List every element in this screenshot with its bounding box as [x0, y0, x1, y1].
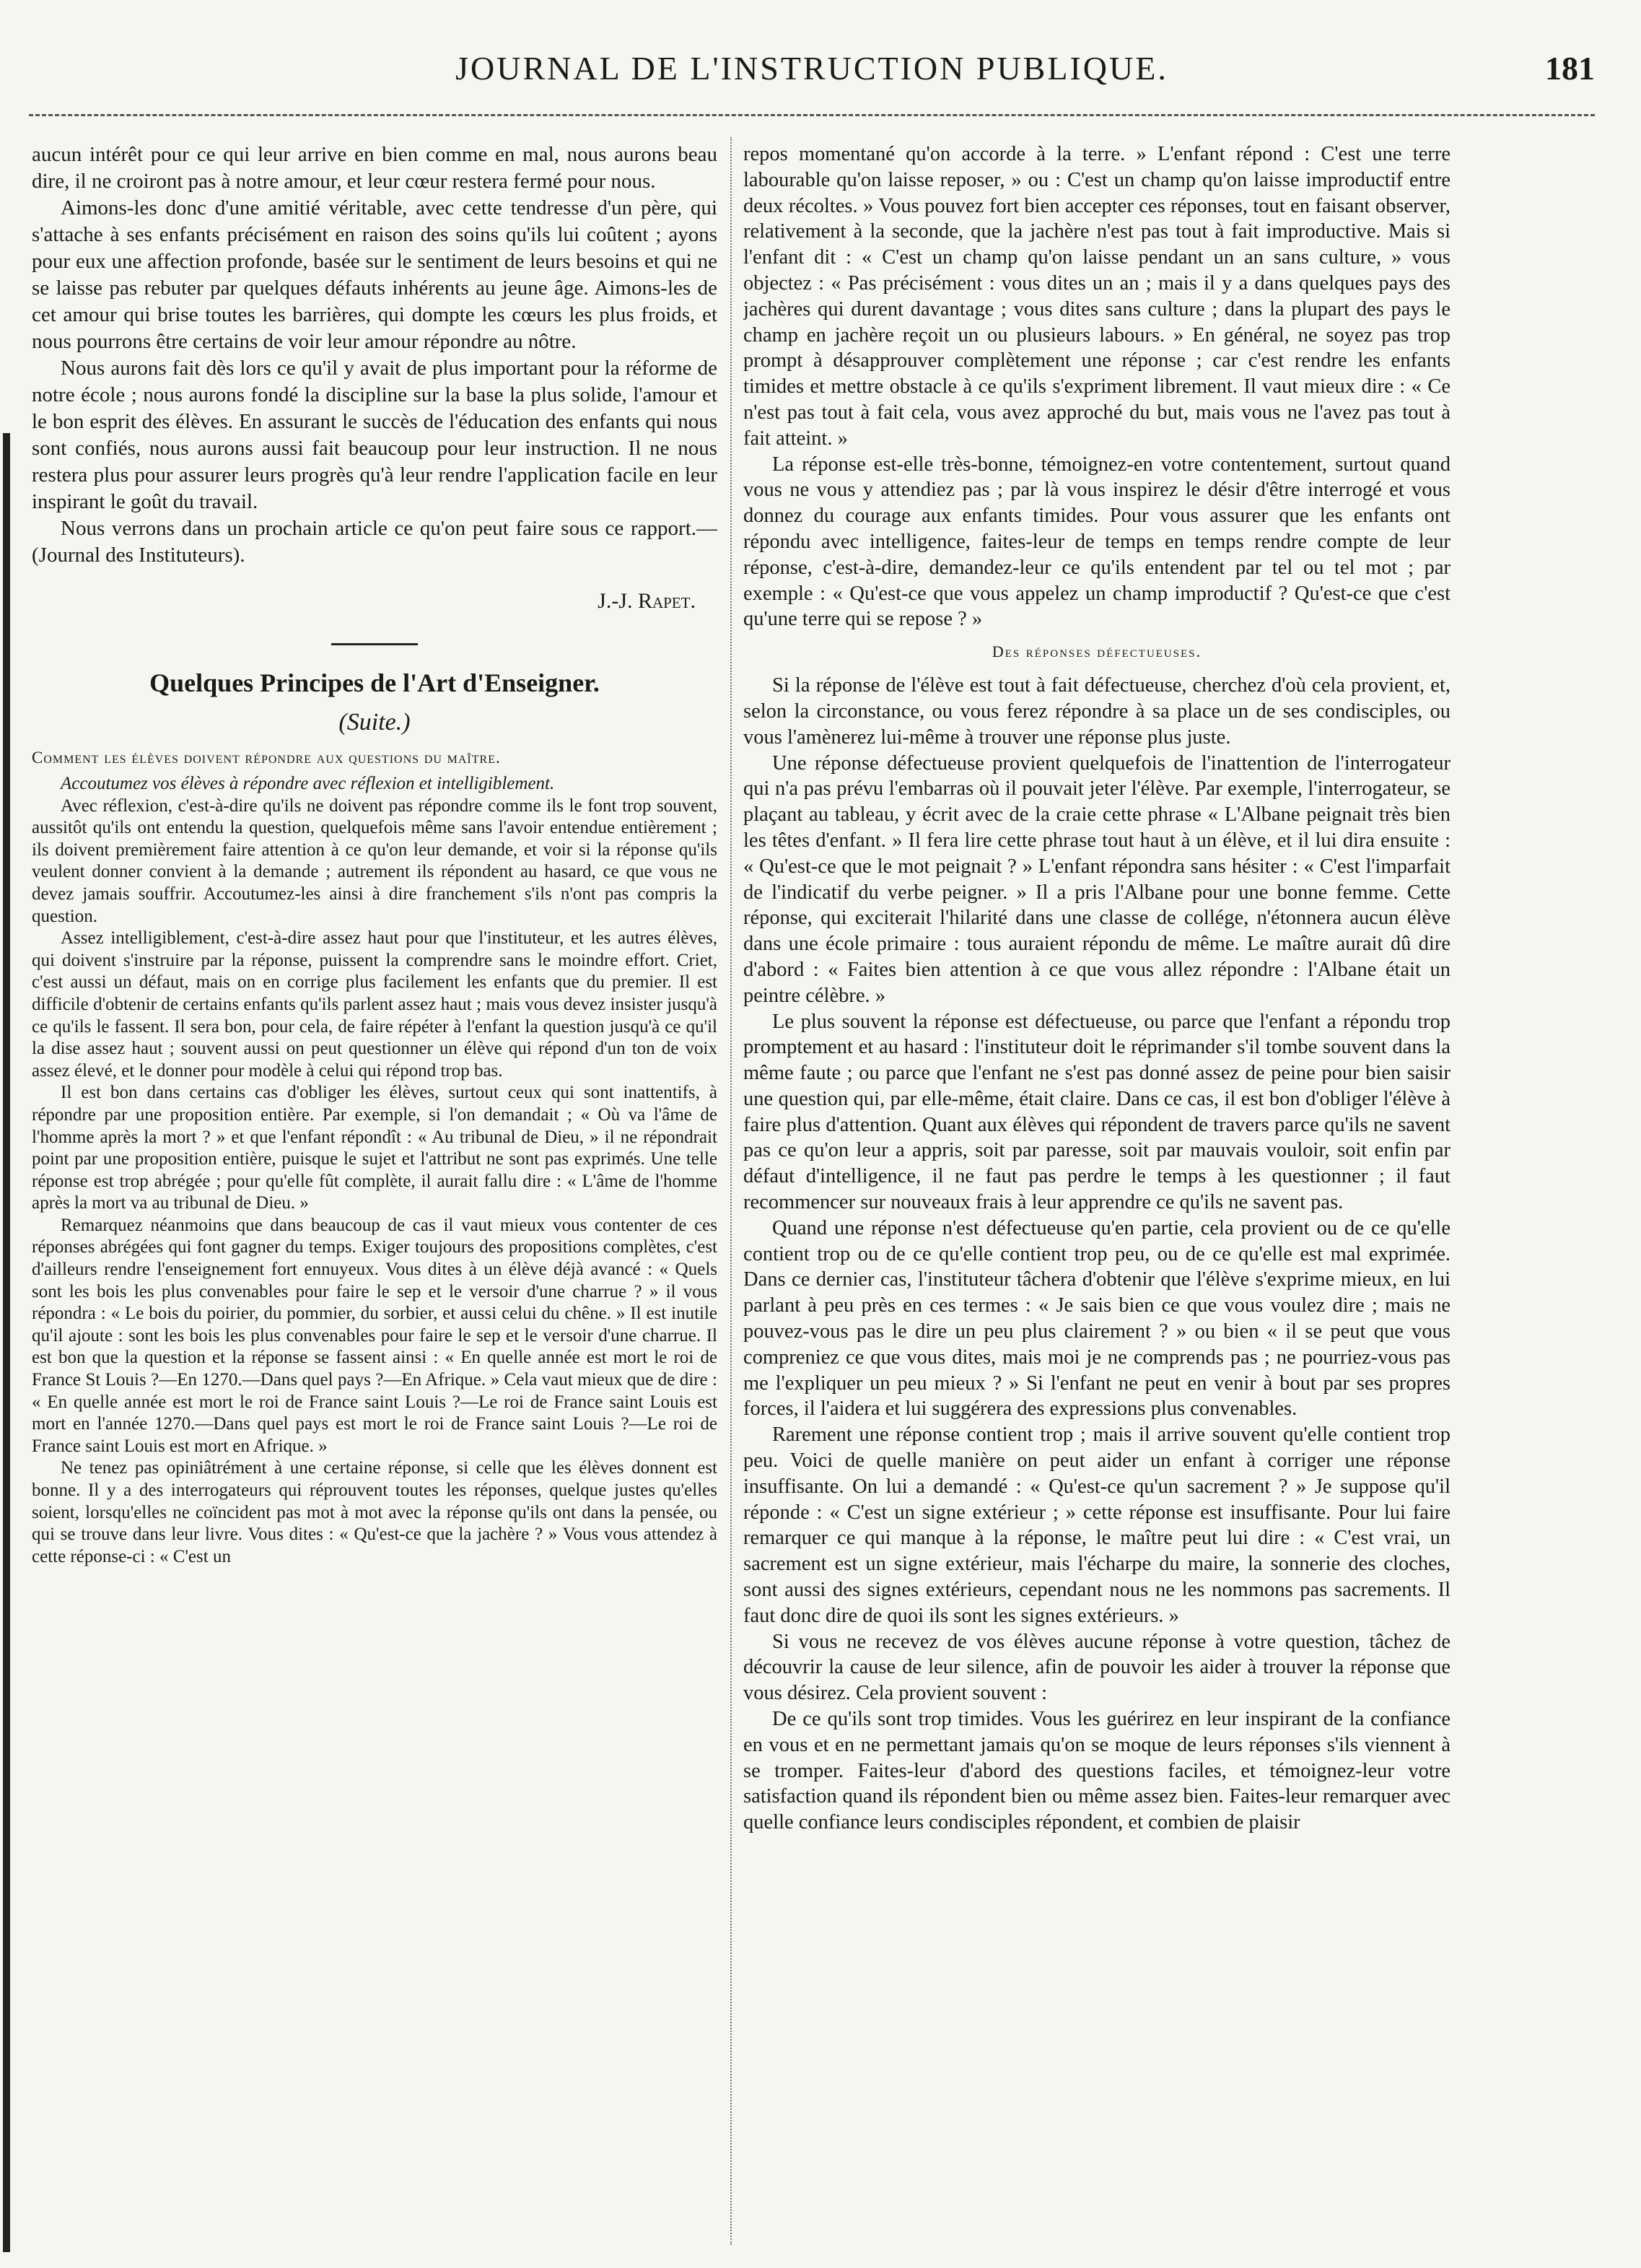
paragraph: Quand une réponse n'est défectueuse qu'en partie, cela provient ou de ce qu'elle contient trop ou de ce qu'elle contient trop peu, ou de ce qu'elle est mal exprimée. Dans ce dernier cas, l'instituteur tâchera d'obtenir que l'élève s'exprime mieux, en lui parlant à peu près en ces termes : « Je sais bien ce que vous voulez dire ; mais ne pouvez-vous pas le dire un peu plus clairement ? » ou bien « il se peut que vous compreniez ce que vous dites, mais moi je ne comprends pas ; ne pourriez-vous pas me l'expliquer un peu mieux ? » Si l'enfant ne peut en venir à bout par ses propres forces, il l'aidera et lui suggérera des expressions plus convenables. [743, 1216, 1450, 1421]
paragraph: Ne tenez pas opiniâtrément à une certaine réponse, si celle que les élèves donnent est bonne. Il y a des interrogateurs qui réprouvent toutes les réponses, quelque justes qu'elles soient, lorsqu'elles ne coïncident pas mot à mot avec la réponse qu'ils ont dans la pensée, ou qui se trouve dans leur livre. Vous dites : « Qu'est-ce que la jachère ? » Vous vous attendez à cette réponse-ci : « C'est un [32, 1458, 717, 1566]
author-signature: J.-J. Rapet. [598, 589, 696, 613]
section-divider [331, 643, 418, 645]
section-title: Quelques Principes de l'Art d'Enseigner. [149, 668, 600, 697]
left-column [32, 141, 717, 2249]
section-suite: (Suite.) [338, 709, 411, 736]
journal-title: JOURNAL DE L'INSTRUCTION PUBLIQUE. [455, 50, 1168, 87]
paragraph: Remarquez néanmoins que dans beaucoup de cas il vaut mieux vous contenter de ces réponses abrégées qui font gagner du temps. Exiger toujours des propositions complètes, c'est d'ailleurs rendre l'enseignement fort ennuyeux. Vous dites à un élève déjà avancé : « Quels sont les bois les plus convenables pour faire le sep et le versoir d'une charrue ? » il vous répondra : « Le bois du poirier, du pommier, du sorbier, et aussi celui du chêne. » Il est inutile qu'il ajoute : sont les bois les plus convenables pour faire le sep et le versoir d'une charrue. Il est bon que la question et la réponse se fassent ainsi : « En quelle année est mort le roi de France St Louis ?—En 1270.—Dans quel pays ?—En Afrique. » Cela vaut mieux que de dire : « En quelle année est mort le roi de France saint Louis ?—Le roi de France saint Louis est mort en l'année 1270.—Dans quel pays est mort le roi de France saint Louis ?—Le roi de France saint Louis est mort en Afrique. » [32, 1215, 717, 1456]
paragraph: Avec réflexion, c'est-à-dire qu'ils ne doivent pas répondre comme ils le font trop souvent, aussitôt qu'ils ont entendu la question, quelquefois même sans l'avoir entendue entièrement ; ils doivent premièrement faire attention à ce qu'on leur demande, et voir si la réponse qu'ils veulent donner convient à la demande ; autrement ils répondent au hasard, ce que vous ne devez jamais souffrir. Accoutumez-les ainsi à dire franchement s'ils n'ont pas compris la question. [32, 795, 717, 926]
paragraph: Assez intelligiblement, c'est-à-dire assez haut pour que l'instituteur, et les autres élèves, qui doivent s'instruire par la réponse, puissent la comprendre sans le moindre effort. Criet, c'est aussi un défaut, mais on en corrige plus facilement les enfants que du premier. Il est difficile d'obtenir de certains enfants qu'ils parlent assez haut ; mais vous devez insister jusqu'à ce qu'ils le fassent. Il sera bon, pour cela, de faire répéter à l'enfant la question jusqu'à ce qu'il la dise assez haut ; souvent aussi on peut questionner un élève qui répond d'un ton de voix assez élevé, et le donner pour modèle à celui qui répond trop bas. [32, 928, 717, 1081]
paragraph: Nous aurons fait dès lors ce qu'il y avait de plus important pour la réforme de notre école ; nous aurons fondé la discipline sur la base la plus solide, l'amour et le bon esprit des élèves. En assurant le succès de l'éducation des enfants qui nous sont confiés, nous aurons aussi fait beaucoup pour leur instruction. Il ne nous restera plus pour assurer leurs progrès qu'à leur rendre l'application facile en leur inspirant le goût du travail. [32, 357, 717, 513]
paragraph: Le plus souvent la réponse est défectueuse, ou parce que l'enfant a répondu trop promptement et au hasard : l'instituteur doit le réprimander s'il tombe souvent dans la même faute ; ou parce que l'enfant ne s'est pas donné assez de peine pour bien saisir une question qui, par elle-même, était claire. Dans ce cas, il est bon d'obliger l'élève à faire plus d'attention. Quant aux élèves qui répondent de travers parce qu'ils ne savent pas ce qu'on leur a appris, soit par paresse, soit par mauvais vouloir, soit enfin par défaut d'intelligence, il ne faut pas perdre le temps à les questionner ; il faut recommencer sur nouveaux frais à leur apprendre ce qu'ils ne savent pas. [743, 1010, 1450, 1214]
header-rule [29, 114, 1595, 116]
paragraph: Nous verrons dans un prochain article ce qu'on peut faire sous ce rapport.—(Journal des Instituteurs). [32, 517, 717, 567]
paragraph: repos momentané qu'on accorde à la terre. » L'enfant répond : C'est une terre labourable qu'on laisse reposer, » ou : C'est un champ qu'on laisse improductif entre deux récoltes. » Vous pouvez fort bien accepter ces réponses, tout en faisant observer, relativement à la seconde, que la jachère n'est pas tout à fait improductive. Mais si l'enfant dit : « C'est un champ qu'on laisse pendant un an sans culture, » vous objectez : « Pas précisément : vous dites un an ; mais il y a dans quelques pays des jachères qui durent davantage ; vous dites sans culture ; dans la plupart des pays le champ en jachère reçoit un ou plusieurs labours. » En général, ne soyez pas trop prompt à désapprouver complètement une réponse ; car c'est rendre les enfants timides et mettre obstacle à ce qu'ils s'expriment librement. Il vaut mieux dire : « Ce n'est pas tout à fait cela, vous avez approché du but, mais vous ne l'avez pas tout à fait atteint. » [743, 143, 1450, 450]
paragraph: Aimons-les donc d'une amitié véritable, avec cette tendresse d'un père, qui s'attache à ses enfants précisément en raison des soins qu'ils lui coûtent ; ayons pour eux une affection profonde, basée sur le sentiment de leurs besoins et qui ne se laisse pas rebuter par quelques défauts inhérents au jeune âge. Aimons-les de cet amour qui brise toutes les barrières, qui dompte les cœurs les plus froids, et nous pourrons être certains de voir leur amour répondre au nôtre. [32, 196, 717, 353]
right-column [743, 141, 1450, 2249]
paragraph: Il est bon dans certains cas d'obliger les élèves, surtout ceux qui sont inattentifs, à répondre par une proposition entière. Par exemple, si l'on demandait ; « Où va l'âme de l'homme après la mort ? » et que l'enfant répondît : « Au tribunal de Dieu, » il ne répondrait point par une proposition entière, puisque le sujet et l'attribut ne sont pas exprimés. Une telle réponse est trop abrégée ; pour qu'elle fût complète, il aurait fallu dire : « L'âme de l'homme après la mort va au tribunal de Dieu. » [32, 1083, 717, 1213]
paragraph: Si la réponse de l'élève est tout à fait défectueuse, cherchez d'où cela provient, et, selon la circonstance, ou vous ferez répondre à sa place un de ses condisciples, ou vous l'amènerez lui-même à trouver une réponse plus juste. [743, 674, 1450, 749]
column-separator [730, 137, 732, 2245]
paragraph: Si vous ne recevez de vos élèves aucune réponse à votre question, tâchez de découvrir la cause de leur silence, afin de pouvoir les aider à trouver la réponse que vous désirez. Cela provient souvent : [743, 1630, 1450, 1705]
subheading: Des réponses défectueuses. [992, 642, 1202, 661]
binding-edge [3, 433, 10, 2252]
page-header [29, 46, 1595, 97]
paragraph: De ce qu'ils sont trop timides. Vous les guérirez en leur inspirant de la confiance en vous et en ne permettant jamais qu'on se moque de leurs réponses s'ils viennent à se tromper. Faites-leur d'abord des questions faciles, et témoignez-leur votre satisfaction quand ils répondent bien ou même assez bien. Faites-leur remarquer avec quelle confiance leurs condisciples répondent, et combien de plaisir [743, 1708, 1450, 1834]
paragraph: Une réponse défectueuse provient quelquefois de l'inattention de l'interrogateur qui n'a pas prévu l'embarras où il pouvait jeter l'élève. Par exemple, l'interrogateur, se plaçant au tableau, y écrit avec de la craie cette phrase « L'Albane peignait très bien les têtes d'enfant. » Il fera lire cette phrase tout haut à un élève, et il lui dira ensuite : « Qu'est-ce que le mot peignait ? » L'enfant répondra sans hésiter : « C'est l'imparfait de l'indicatif du verbe peigner. » Il a pris l'Albane pour une bonne femme. Cette réponse, qui exciterait l'hilarité dans une classe de collége, n'étonnera aucun élève dans une école primaire : tous auraient répondu de même. Le maître aurait dû dire d'abord : « Faites bien attention à ce que vous allez répondre : l'Albane était un peintre célèbre. » [743, 751, 1450, 1007]
subheading: Comment les élèves doivent répondre aux questions du maître. [32, 749, 501, 767]
page-number: 181 [1545, 50, 1595, 87]
paragraph: La réponse est-elle très-bonne, témoignez-en votre contentement, surtout quand vous ne vous y attendiez pas ; par là vous inspirez le désir d'être interrogé et vous donnez du courage aux enfants timides. Pour vous assurer que les enfants ont répondu avec intelligence, faites-leur de temps en temps rendre compte de leur réponse, c'est-à-dire, demandez-leur ce qu'ils entendent par tel ou tel mot ; par exemple : « Qu'est-ce que vous appelez un champ improductif ? Qu'est-ce que c'est qu'une terre qui se repose ? » [743, 453, 1450, 631]
paragraph: Accoutumez vos élèves à répondre avec réflexion et intelligiblement. [61, 774, 555, 793]
paragraph: Rarement une réponse contient trop ; mais il arrive souvent qu'elle contient trop peu. Voici de quelle manière on peut aider un enfant à corriger une réponse insuffisante. On lui a demandé : « Qu'est-ce qu'un sacrement ? » Je suppose qu'il réponde : « C'est un signe extérieur ; » cette réponse est insuffisante. Pour lui faire remarquer ce qui manque à la réponse, le maître peut lui dire : « C'est vrai, un sacrement est un signe extérieur, mais l'écharpe du maire, la sonnerie des cloches, sont aussi des signes extérieurs, cependant nous ne les nommons pas sacrements. Il faut donc dire de quoi ils sont les signes extérieurs. » [743, 1423, 1450, 1627]
paragraph: aucun intérêt pour ce qui leur arrive en bien comme en mal, nous aurons beau dire, il ne croiront pas à notre amour, et leur cœur restera fermé pour nous. [32, 143, 717, 193]
